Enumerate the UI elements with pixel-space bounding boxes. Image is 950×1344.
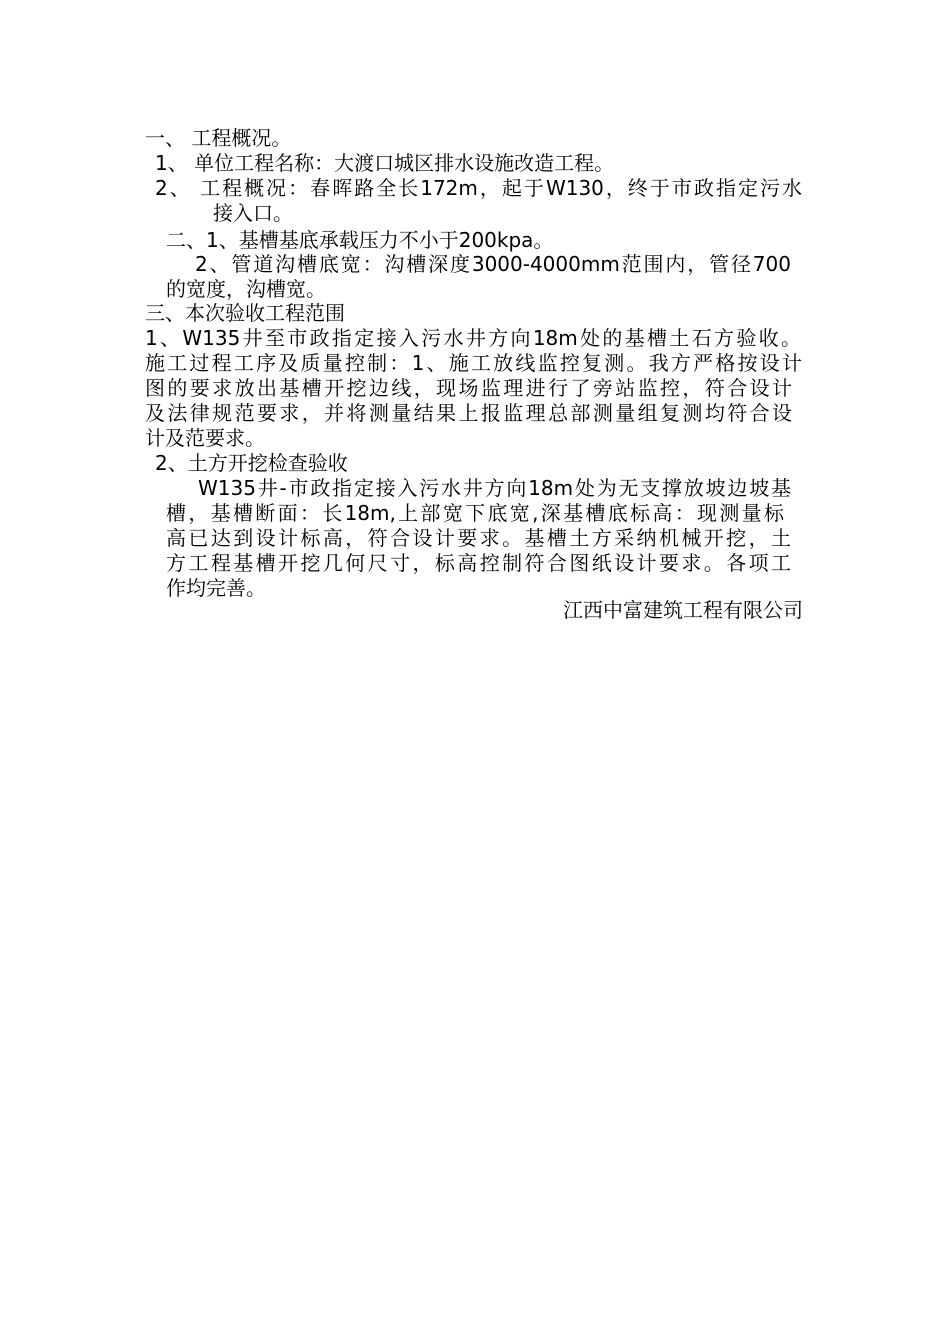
para-earthwork-4: 方工程基槽开挖几何尺寸，标高控制符合图纸设计要求。各项工 [166, 551, 791, 575]
item-project-overview: 2、 工程概况：春晖路全长172m，起于W130，终于市政指定污水 [155, 176, 802, 200]
heading-earthwork-inspection: 2、土方开挖检查验收 [155, 451, 348, 475]
heading-project-overview: 一、 工程概况。 [145, 126, 292, 150]
company-signature: 江西中富建筑工程有限公司 [563, 598, 803, 622]
item-trench-width-cont: 的宽度，沟槽宽。 [166, 277, 326, 301]
para-construction-control-4: 计及范要求。 [145, 426, 265, 450]
heading-acceptance-scope: 三、本次验收工程范围 [145, 301, 345, 325]
para-earthwork-2: 槽，基槽断面：长18m,上部宽下底宽,深基槽底标高：现测量标 [166, 501, 784, 525]
para-construction-control-1: 施工过程工序及质量控制：1、施工放线监控复测。我方严格按设计 [145, 351, 802, 375]
item-bearing-pressure: 二、1、基槽基底承载压力不小于200kpa。 [166, 228, 554, 252]
item-earthwork-acceptance: 1、W135井至市政指定接入污水井方向18m处的基槽土石方验收。 [145, 326, 801, 350]
item-unit-project-name: 1、 单位工程名称：大渡口城区排水设施改造工程。 [155, 151, 615, 175]
item-project-overview-cont: 接入口。 [213, 201, 293, 225]
item-trench-width: 2、管道沟槽底宽：沟槽深度3000-4000mm范围内，管径700 [195, 252, 791, 276]
para-earthwork-5: 作均完善。 [166, 576, 266, 600]
para-construction-control-2: 图的要求放出基槽开挖边线，现场监理进行了旁站监控，符合设计 [145, 376, 792, 400]
para-earthwork-1: W135井-市政指定接入污水井方向18m处为无支撑放坡边坡基 [198, 476, 791, 500]
para-construction-control-3: 及法律规范要求，并将测量结果上报监理总部测量组复测均符合设 [145, 401, 792, 425]
para-earthwork-3: 高已达到设计标高，符合设计要求。基槽土方采纳机械开挖，土 [166, 526, 791, 550]
